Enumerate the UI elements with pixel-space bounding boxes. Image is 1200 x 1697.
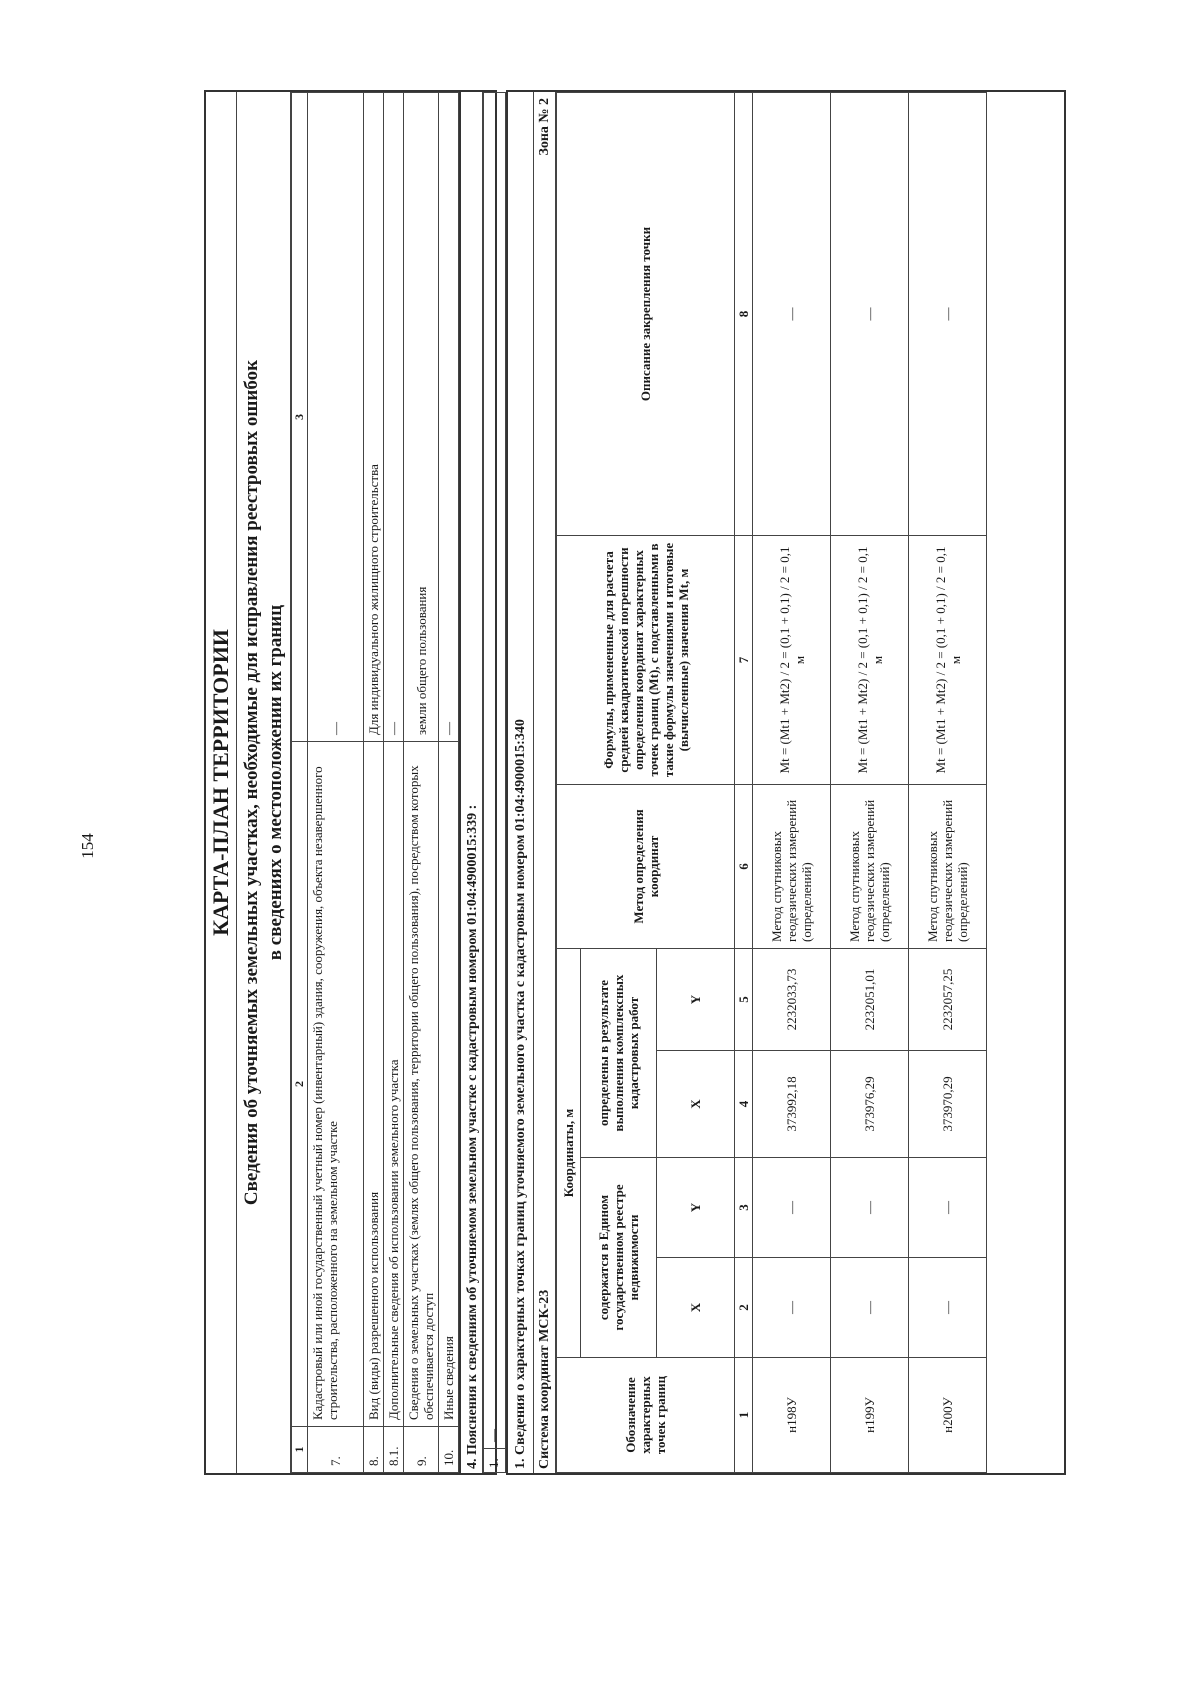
method: Метод спутниковых геодезических измерений (определений): [831, 784, 909, 948]
info-row: [308, 93, 364, 1473]
point-designation: н198У: [753, 1358, 831, 1473]
info-row-label: Иные сведения: [439, 742, 459, 1427]
column-number: 5: [735, 948, 753, 1050]
header-cadastral-works: определены в результате выполнения комплексных кадастровых работ: [581, 948, 657, 1157]
info-table-header: [292, 93, 308, 1473]
method: Метод спутниковых геодезических измерений (определений): [909, 784, 987, 948]
point-designation: н199У: [831, 1358, 909, 1473]
section-4-row-number: 1.: [484, 1449, 506, 1473]
header-x: X: [657, 1258, 735, 1358]
subtitle-line-2: в сведениях о местоположении их границ: [265, 604, 286, 961]
column-number: 4: [735, 1051, 753, 1158]
header-y: Y: [657, 1158, 735, 1258]
info-header-cell: 2: [292, 742, 308, 1427]
column-number: 6: [735, 784, 753, 948]
info-row-number: 8.1.: [384, 1427, 404, 1473]
points-frame: [506, 90, 1066, 1475]
header-x: X: [657, 1051, 735, 1158]
info-header-cell: 3: [292, 93, 308, 742]
info-frame: [204, 90, 501, 1475]
column-number: 2: [735, 1258, 753, 1358]
rotated-document-sheet: [204, 90, 1066, 1475]
header-egrn: содержатся в Едином государственном реестре недвижимости: [581, 1158, 657, 1358]
info-row-number: 8.: [364, 1427, 384, 1473]
header-formula: Формулы, примененные для расчета средней квадратической погрешности определения координат характерных точек границ (Mt), с подставленными в такие формулы значениями и итоговые (вычисленные) значения Mt, м: [557, 535, 735, 784]
coord-x: 373976,29: [831, 1051, 909, 1158]
subtitle-line-1: Сведения об уточняемых земельных участках, необходимые для исправления реестровых ошибок: [241, 359, 262, 1206]
page-number: 154: [78, 833, 97, 859]
column-number: 1: [735, 1358, 753, 1473]
method: Метод спутниковых геодезических измерений (определений): [753, 784, 831, 948]
point-designation: н200У: [909, 1358, 987, 1473]
coord-y: 2232057,25: [909, 948, 987, 1050]
column-number: 8: [735, 93, 753, 536]
info-row-value: —: [384, 93, 404, 742]
info-table: [291, 92, 459, 1473]
info-row-number: 10.: [439, 1427, 459, 1473]
info-row-number: 9.: [404, 1427, 439, 1473]
info-row: [384, 93, 404, 1473]
column-number-row: [735, 93, 753, 1473]
description: —: [753, 93, 831, 536]
info-row-number: 7.: [308, 1427, 364, 1473]
table-row: [753, 93, 831, 1473]
info-row-value: Для индивидуального жилищного строительства: [364, 93, 384, 742]
coordinate-system-row: [534, 92, 556, 1473]
info-row-label: Сведения о земельных участках (землях общего пользования, территории общего пользования), посредством которых обеспечивается доступ: [404, 742, 439, 1427]
coord-y: 2232051,01: [831, 948, 909, 1050]
column-number: 7: [735, 535, 753, 784]
info-header-cell: 1: [292, 1427, 308, 1473]
section-4-table: [483, 92, 506, 1473]
info-row: [404, 93, 439, 1473]
section-4-heading: 4. Пояснения к сведениям об уточняемом земельном участке с кадастровым номером 01:04:4900015:339 :: [459, 92, 483, 1473]
coordinate-system: Система координат МСК-23: [537, 1289, 552, 1469]
section-4-row-value: —: [484, 93, 506, 1449]
egrn-x: —: [909, 1258, 987, 1358]
info-row: [439, 93, 459, 1473]
document-title: КАРТА-ПЛАН ТЕРРИТОРИИ: [206, 92, 237, 1473]
section-4-row: [484, 93, 506, 1473]
points-header-row: [557, 93, 581, 1473]
info-row: [364, 93, 384, 1473]
table-row: [831, 93, 909, 1473]
header-description: Описание закрепления точки: [557, 93, 735, 536]
points-table: [556, 92, 987, 1473]
coord-x: 373992,18: [753, 1051, 831, 1158]
zone-label: Зона № 2: [537, 98, 552, 156]
formula: Mt = (Mt1 + Mt2) / 2 = (0,1 + 0,1) / 2 = 0,1 м: [831, 535, 909, 784]
info-row-value: земли общего пользования: [404, 93, 439, 742]
egrn-y: —: [831, 1158, 909, 1258]
formula: Mt = (Mt1 + Mt2) / 2 = (0,1 + 0,1) / 2 = 0,1 м: [909, 535, 987, 784]
coord-y: 2232033,73: [753, 948, 831, 1050]
egrn-y: —: [909, 1158, 987, 1258]
egrn-x: —: [831, 1258, 909, 1358]
document-subtitle: [237, 92, 291, 1473]
info-row-value: —: [439, 93, 459, 742]
coord-x: 373970,29: [909, 1051, 987, 1158]
formula: Mt = (Mt1 + Mt2) / 2 = (0,1 + 0,1) / 2 = 0,1 м: [753, 535, 831, 784]
description: —: [909, 93, 987, 536]
info-row-label: Дополнительные сведения об использовании земельного участка: [384, 742, 404, 1427]
header-method: Метод определения координат: [557, 784, 735, 948]
info-row-value: —: [308, 93, 364, 742]
description: —: [831, 93, 909, 536]
header-designation: Обозначение характерных точек границ: [557, 1358, 735, 1473]
column-number: 3: [735, 1158, 753, 1258]
info-row-label: Вид (виды) разрешенного использования: [364, 742, 384, 1427]
egrn-y: —: [753, 1158, 831, 1258]
header-coordinates: Координаты, м: [557, 948, 581, 1357]
table-row: [909, 93, 987, 1473]
info-row-label: Кадастровый или иной государственный учетный номер (инвентарный) здания, сооружения, объекта незавершенного строительства, расположенного на земельном участке: [308, 742, 364, 1427]
header-y: Y: [657, 948, 735, 1050]
egrn-x: —: [753, 1258, 831, 1358]
section-1-heading: 1. Сведения о характерных точках границ уточняемого земельного участка с кадастровым номером 01:04:4900015:340: [508, 92, 534, 1473]
